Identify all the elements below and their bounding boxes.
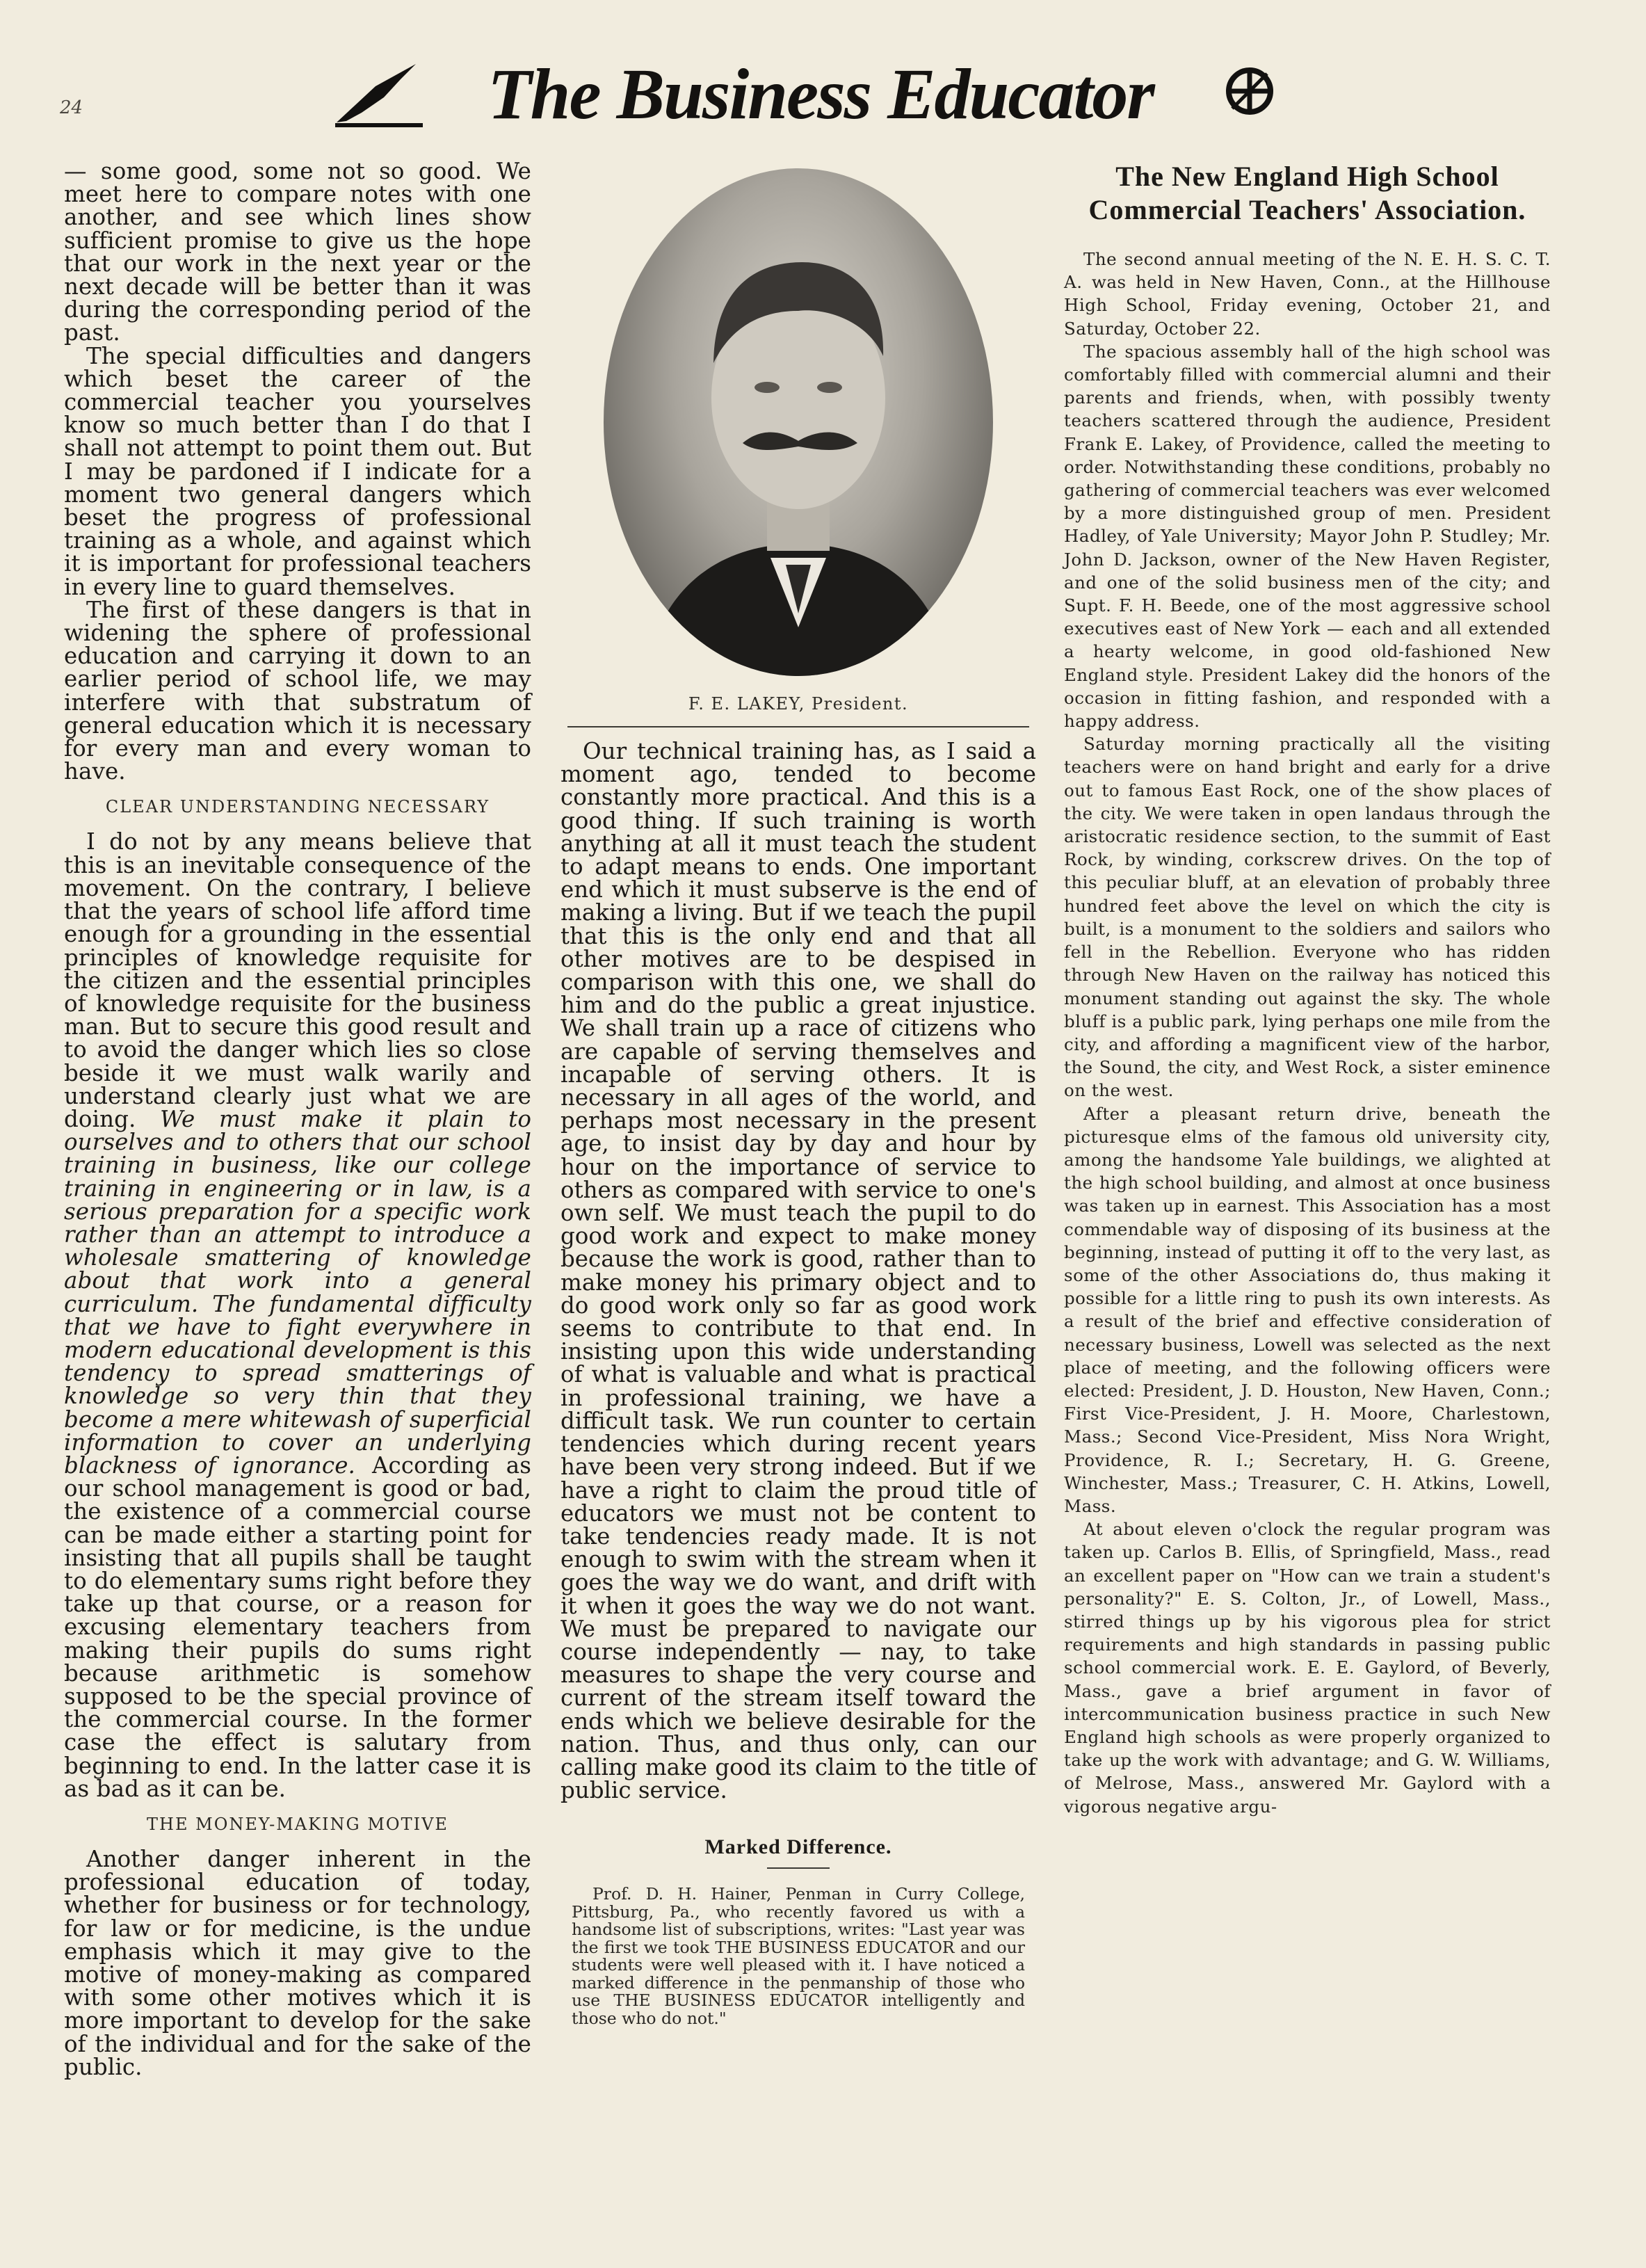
paragraph: — some good, some not so good. We meet here to compare notes with one another, and see which lines show sufficient promise to give us the hope that our work in the next year or the next decade will be better than it was during the corresponding period of the past.: [64, 158, 531, 346]
text-run: According as our school management is good or bad, the existence of a commercial course can be made either a starting point for insisting that all pupils shall be taught to do elementary sums right before they take up that course, or a reason for excusing elementary teachers from making their pupils do sums right because arithmetic is somehow supposed to be the special province of the commercial course. In the former case the effect is salutary from beginning to end. In the latter case it is as bad as it can be.: [64, 1451, 532, 1802]
paragraph: Another danger inherent in the professional education of today, whether for business or for technology, for law or for medicine, is the undue emphasis which it may give to the motive of money-making as compared with some other motives which it is more important to develop for the sake of the individual and for the sake of the public.: [64, 1846, 531, 2080]
paragraph: [64, 830, 531, 1801]
paragraph: The second annual meeting of the N. E. H. S. C. T. A. was held in New Haven, Conn., at the Hillhouse High School, Friday evening, October 21, and Saturday, October 22.: [1064, 249, 1551, 339]
paragraph: Saturday morning practically all the visiting teachers were on hand bright and early for a drive out to famous East Rock, one of the show places of the city. We were taken in open landaus through the aristocratic residence section, to the summit of East Rock, by winding, corkscrew drives. On the top of this peculiar bluff, at an elevation of probably three hundred feet above the level on which the city is built, is a monument to the soldiers and sailors who fell in the Rebellion. Everyone who has ridden through New Haven on the railway has noticed this monument standing out against the sky. The whole bluff is a public park, lying perhaps one mile from the city, and affording a magnificent view of the harbor, the Sound, the city, and West Rock, a sister eminence on the west.: [1064, 734, 1551, 1101]
divider: [567, 726, 1029, 727]
emblem-icon: [1218, 60, 1281, 122]
paragraph: At about eleven o'clock the regular program was taken up. Carlos B. Ellis, of Springfield, Mass., read an excellent paper on "How can we train a student's personality?" E. S. Colton, Jr., of Lowell, Mass., stirred things up by his vigorous plea for strict requirements and high standards in passing public school commercial work. E. E. Gaylord, of Beverly, Mass., gave a brief argument in favor of intercommunication business practice in such New England high schools as were properly organized to take up the work with advantage; and G. W. Williams, of Melrose, Mass., answered Mr. Gaylord with a vigorous negative argu-: [1064, 1519, 1551, 1817]
masthead: [0, 49, 1646, 139]
section-heading: CLEAR UNDERSTANDING NECESSARY: [105, 797, 490, 817]
text-run: I do not by any means believe that this is an inevitable consequence of the movement. On the contrary, I believe that the years of school life afford time enough for a grounding in the essential principles of knowledge requisite for the citizen and the essential principles of knowledge requisite for the business man. But to secure this good result and to avoid the danger which lies so close beside it we must walk warily and understand clearly just what we are doing.: [64, 828, 531, 1132]
portrait-illustration: [604, 168, 993, 676]
page-number: 24: [60, 97, 83, 118]
paragraph: After a pleasant return drive, beneath the picturesque elms of the famous old university city, among the handsome Yale buildings, we alighted at the high school building, and almost at once business was taken up in earnest. This Association has a most commendable way of disposing of its business at the beginning, instead of putting it off to the very last, as some of the other Associations do, thus making it possible for a little ring to push its own interests. As a result of the brief and effective consideration of necessary business, Lowell was selected as the next place of meeting, and the following officers were elected: President, J. D. Houston, New Haven, Conn.; First Vice-President, J. H. Moore, Charlestown, Mass.; Second Vice-President, Miss Nora Wright, Providence, R. I.; Secretary, H. G. Greene, Winchester, Mass.; Treasurer, C. H. Atkins, Lowell, Mass.: [1064, 1103, 1551, 1516]
journal-title: The Business Educator: [487, 54, 1154, 134]
quill-icon: [334, 58, 424, 128]
paragraph: The spacious assembly hall of the high school was comfortably filled with commercial alumni and their parents and friends, when, with possibly twenty teachers scattered through the audience, President Frank E. Lakey, of Providence, called the meeting to order. Notwithstanding these conditions, probably no gathering of commercial teachers was ever welcomed by a more distinguished group of men. President Hadley, of Yale University; Mayor John P. Studley; Mr. John D. Jackson, owner of the New Haven Register, and one of the solid business men of the city; and Supt. F. H. Beede, one of the most aggressive school executives east of New York — each and all extended a hearty welcome, in good old-fashioned New England style. President Lakey did the honors of the occasion in fitting fashion, and responded with a happy address.: [1064, 341, 1551, 732]
column-right: [1064, 160, 1551, 1818]
italic-text-run: We must make it plain to ourselves and to others that our school training in business, like our college training in engineering or in law, is a serious preparation for a specific work rather than an attempt to introduce a wholesale smattering of knowledge about that work into a general curriculum. The fundamental difficulty that we have to fight everywhere in modern educational development is this tendency to spread smatterings of knowledge so very thin that they become a mere whitewash of superficial information to cover an underlying blackness of ignorance.: [64, 1105, 531, 1479]
portrait-caption: F. E. LAKEY, President.: [688, 694, 909, 714]
divider: [767, 1867, 830, 1869]
section-heading: THE MONEY-MAKING MOTIVE: [147, 1815, 449, 1835]
column-middle: [560, 160, 1036, 2027]
paragraph: The first of these dangers is that in widening the sphere of professional education and carrying it down to an earlier period of school life, we may interfere with that substratum of general education which it is necessary for every man and every woman to have.: [64, 596, 531, 785]
article-heading: The New England High School Commercial Teachers' Association.: [1088, 161, 1526, 225]
column-left: [64, 160, 531, 2079]
paragraph: Our technical training has, as I said a moment ago, tended to become constantly more practical. And this is a good thing. If such training is worth anything at all it must teach the student to adapt means to ends. One important end which it must subserve is the end of making a living. But if we teach the pupil that this is the only end and that all other motives are to be despised in comparison with this one, we shall do him and do the public a great injustice. We shall train up a race of citizens who are capable of serving themselves and incapable of serving others. It is necessary in all ages of the world, and perhaps most necessary in the present age, to insist day by day and hour by hour on the importance of service to others as compared with service to one's own self. We must teach the pupil to do good work and expect to make money because the work is good, rather than to make money his primary object and to do good work only so far as good work seems to contribute to that end. In insisting upon this wide understanding of what is valuable and what is practical in professional training, we have a difficult task. We run counter to certain tendencies which during recent years have been very strong indeed. But if we have a right to claim the proud title of educators we must not be content to take tendencies ready made. It is not enough to swim with the stream when it goes the way we do want, and drift with it when it goes the way we do not want. We must be prepared to navigate our course independently — nay, to take measures to shape the very course and current of the stream itself toward the ends which we believe desirable for the nation. Thus, and thus only, can our calling make good its claim to the title of public service.: [560, 738, 1036, 1804]
portrait-photo: [604, 168, 993, 676]
paragraph: The special difficulties and dangers which beset the career of the commercial teacher you yourselves know so much better than I do that I shall not attempt to point them out. But I may be pardoned if I indicate for a moment two general dangers which beset the progress of professional training as a whole, and against which it is important for professional teachers in every line to guard themselves.: [64, 342, 531, 600]
article-heading: Marked Difference.: [704, 1835, 892, 1859]
paragraph: Prof. D. H. Hainer, Penman in Curry College, Pittsburg, Pa., who recently favored us with a handsome list of subscriptions, writes: "Last year was the first we took THE BUSINESS EDUCATOR and our students were well pleased with it. I have noticed a marked difference in the penmanship of those who use THE BUSINESS EDUCATOR intelligently and those who do not.": [572, 1884, 1025, 2028]
